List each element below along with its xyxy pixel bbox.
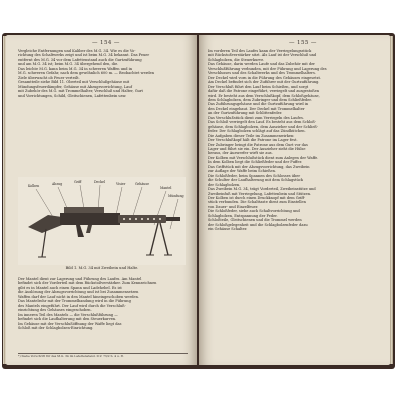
text-line: Der Kolben mit Verschlußstück dient zum Anlegen der Waffe.: [208, 155, 319, 160]
text-line: Der Verschluß führt den Lauf beim Schießen, und sorgt: [208, 84, 309, 89]
text-line: Im inneren Teil des Mantels — die Verschlußführung —: [18, 312, 118, 317]
text-line: Das Verschlußstück dient zum Verriegeln des Laufes.: [208, 115, 304, 120]
text-line: gibt es in Mantel auch einen Spann und Ladehebel. Es ist: [18, 285, 122, 290]
machine-gun-illustration: [18, 177, 186, 265]
text-block: [208, 49, 380, 232]
text-line: dafür daß die Patrone eingeführt, verriegelt und ausgestoßen: [208, 89, 320, 94]
text-line: Die Schloßfeder, beim Spannen des Schlosses über: [208, 173, 301, 178]
text-line: Lager und führt sie ein. Der Auszieher zieht die Hülse: [208, 146, 306, 151]
label-kolben: Kolben: [28, 184, 40, 188]
label-griff: Griff: [74, 180, 82, 184]
text-line: In dem Kolben liegt die Schließfeder und der Puffer.: [208, 160, 303, 165]
text-line: Der Kolben ist durch einen Druckknopf mit dem Griff-: [208, 195, 305, 200]
text-line: Vergleiche Entfernungen und Kaliber des M.G. 34. Wie es die Vo-: [18, 49, 136, 53]
text-line: mit Rückstoßverstärker sitzt. Als Lauf ist der Verschluß und: [208, 53, 317, 58]
text-line: ein Gehäuse Schalter.: [208, 227, 248, 232]
label-visier: Visier: [116, 182, 126, 186]
text-line: wird. Er besteht aus dem Verschlußkopf, dem Schloßgehäuse,: [208, 93, 320, 98]
text-line: mit Zubehör des M.G. mit Trommelhalter, Verschluß und Halter, Gurt: [18, 89, 143, 94]
text-line: Der Deckel wird vorn in die Führung des Gehäuses eingesetzt.: [208, 75, 322, 80]
text-line: Das Zuführungsgehäuse und die Gurtzuführung wird in: [208, 102, 309, 107]
text-line: dem Schlagbolzen, dem Zubringer und dem Schließfeder.: [208, 97, 312, 102]
text-line: Im Gehäuse mit der Verschlußöffnung der Waffe liegt das: [18, 321, 122, 326]
text-line: und am M.G. 34 ist; beim M.G. 34 übergehend den, die.: [18, 62, 119, 67]
text-line: Verschlußführung verbunden, mit der Führung und Lagerung des: [208, 66, 327, 71]
text-line: Das leichte M.G. kann beim M.G. 34 in schweren Waffen und in: [18, 66, 133, 71]
text-line: den Deckel eingebaut. Der Deckel mit Trommelhalter: [208, 106, 305, 111]
right-page: [199, 35, 390, 365]
text-line: Ziele überwacht ob Feuer verteilt.: [18, 75, 80, 80]
text-line: feder. Der Schlagbolzen schlägt auf das Zündhütchen.: [208, 129, 306, 134]
figure-caption: Bild 1. M.G. 34 mit Zweibein und Halte.: [65, 266, 139, 270]
left-page: [6, 35, 197, 365]
text-line: gehäuse, dem Schlagbolzen, dem Auszieher und der Schließ-: [208, 124, 318, 129]
text-line: des Mantels eingeführt. Der Lauf wird durch die Verschluß-: [18, 303, 126, 308]
text-block-top: [18, 49, 188, 98]
text-line: Schloß mit der Schlagbolzen-Einrichtung.: [18, 325, 94, 330]
text-line: Das Gehäuse, darin werden Laufe und das Zubehör mit der: [208, 62, 316, 67]
text-line: Waffen darf der Lauf nicht in den Mantel hineingeschoben werden.: [18, 294, 139, 299]
text-line: befindet sich die Laufhalterung mit den Steuerkurven.: [18, 317, 117, 322]
text-line: der Schlagbolzen.: [208, 182, 241, 187]
text-line: entfernt des M.G. 34 vor dem Lafettenstand auch die Gurtzuführung: [18, 57, 142, 62]
page-number: — 155 —: [289, 40, 317, 46]
text-line: zur Auflage der Waffe beim Schießen.: [208, 169, 276, 174]
text-line: Der Zubringer bringt die Patrone aus dem Gurt vor das: [208, 142, 308, 147]
text-line: und Vorrichtungen, Schild, Gleitschienen, Lafettenbein usw.: [18, 93, 127, 98]
text-line: an der Gurtzuführung mit Schlittenfeder.: [208, 111, 283, 116]
text-line: Gesamtteile siehe Bild 11. Oberteil mit Verschlußgehäuse mit: [18, 80, 130, 85]
text-line: Schlagbolzen, die Steuerkurve.: [208, 57, 265, 62]
text-line: Mündungsfeuerdämpfer, Gehäuse mit Abzugsvorrichtung, Lauf: [18, 84, 132, 89]
text-line: Das Griffstück mit der Abzugsvorrichtung, das Zweibein: [208, 164, 310, 169]
text-line: Verschlusses und des Schaltwerks und des Trommelhalters.: [208, 71, 316, 76]
text-line: Am Deckel befindet sich der Zuführer mit der Gurtzuführung.: [208, 80, 320, 85]
text-line: M.G. schweren Gefahr, nach dem gewöhnlich 600 m. — Beobachtet werden: [18, 71, 155, 76]
label-abzug: Abzug: [52, 182, 63, 186]
text-line: Schloßteile, Gleitschienen und die Trommel werden: [208, 218, 302, 223]
text-line: der Schloßgelegenheit und die Schlagbolzenfeder dazu: [208, 222, 308, 227]
label-deckel: Deckel: [94, 180, 106, 184]
text-line: die Schulter der Laufhalterung mit dem Schlagstück: [208, 178, 303, 183]
text-line: von Dauer- und Einzelfeuer.: [208, 204, 259, 209]
footnote: *) Siehe Vorschrift für das M.G. 34 im Lafettenstand. D.V. 73/2 S. 4 u. ff.: [18, 353, 188, 359]
text-line: Der Verschlußkopf hält die Patrone im Lager fest.: [208, 138, 298, 143]
label-gehaeuse: Gehäuse: [135, 182, 149, 186]
text-line: heraus, der Auswerfer wirft sie aus.: [208, 151, 273, 156]
text-line: einrichtung des Gehäuses eingeschoben.: [18, 308, 92, 313]
text-line: Die Aufgaben dieser Teile im Zusammenwirken:: [208, 133, 295, 138]
text-line: richtung des Schaltwerks zeigt und ist beim M.G. 34 bekannt. Das Feuer: [18, 53, 150, 58]
text-line: befindet sich der Vorderteil mit dem Rückstoßverstärker. Zum Kennzeichnen: [18, 281, 157, 286]
label-mantel: Mantel: [160, 186, 172, 190]
text-line: Das Schloß verriegelt den Lauf. Es besteht aus dem Schloß-: [208, 120, 316, 125]
text-block-bottom: [18, 277, 188, 330]
text-line: Das Zweibein M.G. 34, trägt Vorderteil, Zweibeinstütze und: [208, 187, 316, 192]
label-muendung: Mündung: [168, 194, 184, 198]
text-line: Schlagbolzen, Entspannung der Feder.: [208, 213, 278, 218]
text-line: Der Mantel dient zur Lagerung und Führung des Laufes. Am Mantel: [18, 277, 142, 281]
page-number: — 154 —: [92, 40, 120, 46]
text-line: Zweibeinfuß mit Verriegelung, Lafettenbein und Stützen.: [208, 191, 312, 196]
text-line: Im vorderen Teil des Laufes kann der Verriegelungsstück: [208, 49, 312, 53]
text-line: Das Mantelrohr mit der Trommelbandung wird in die Führung: [18, 299, 131, 304]
text-line: Die Schloßfeder, siehe auch Schaltvorrichtung und: [208, 209, 300, 214]
text-line: stück verbunden. Die Schalttaste dient zum Einstellen: [208, 200, 306, 205]
text-line: die Auslösung der Abzugsvorrichtung und ist bei Zusammensetzen: [18, 290, 139, 295]
